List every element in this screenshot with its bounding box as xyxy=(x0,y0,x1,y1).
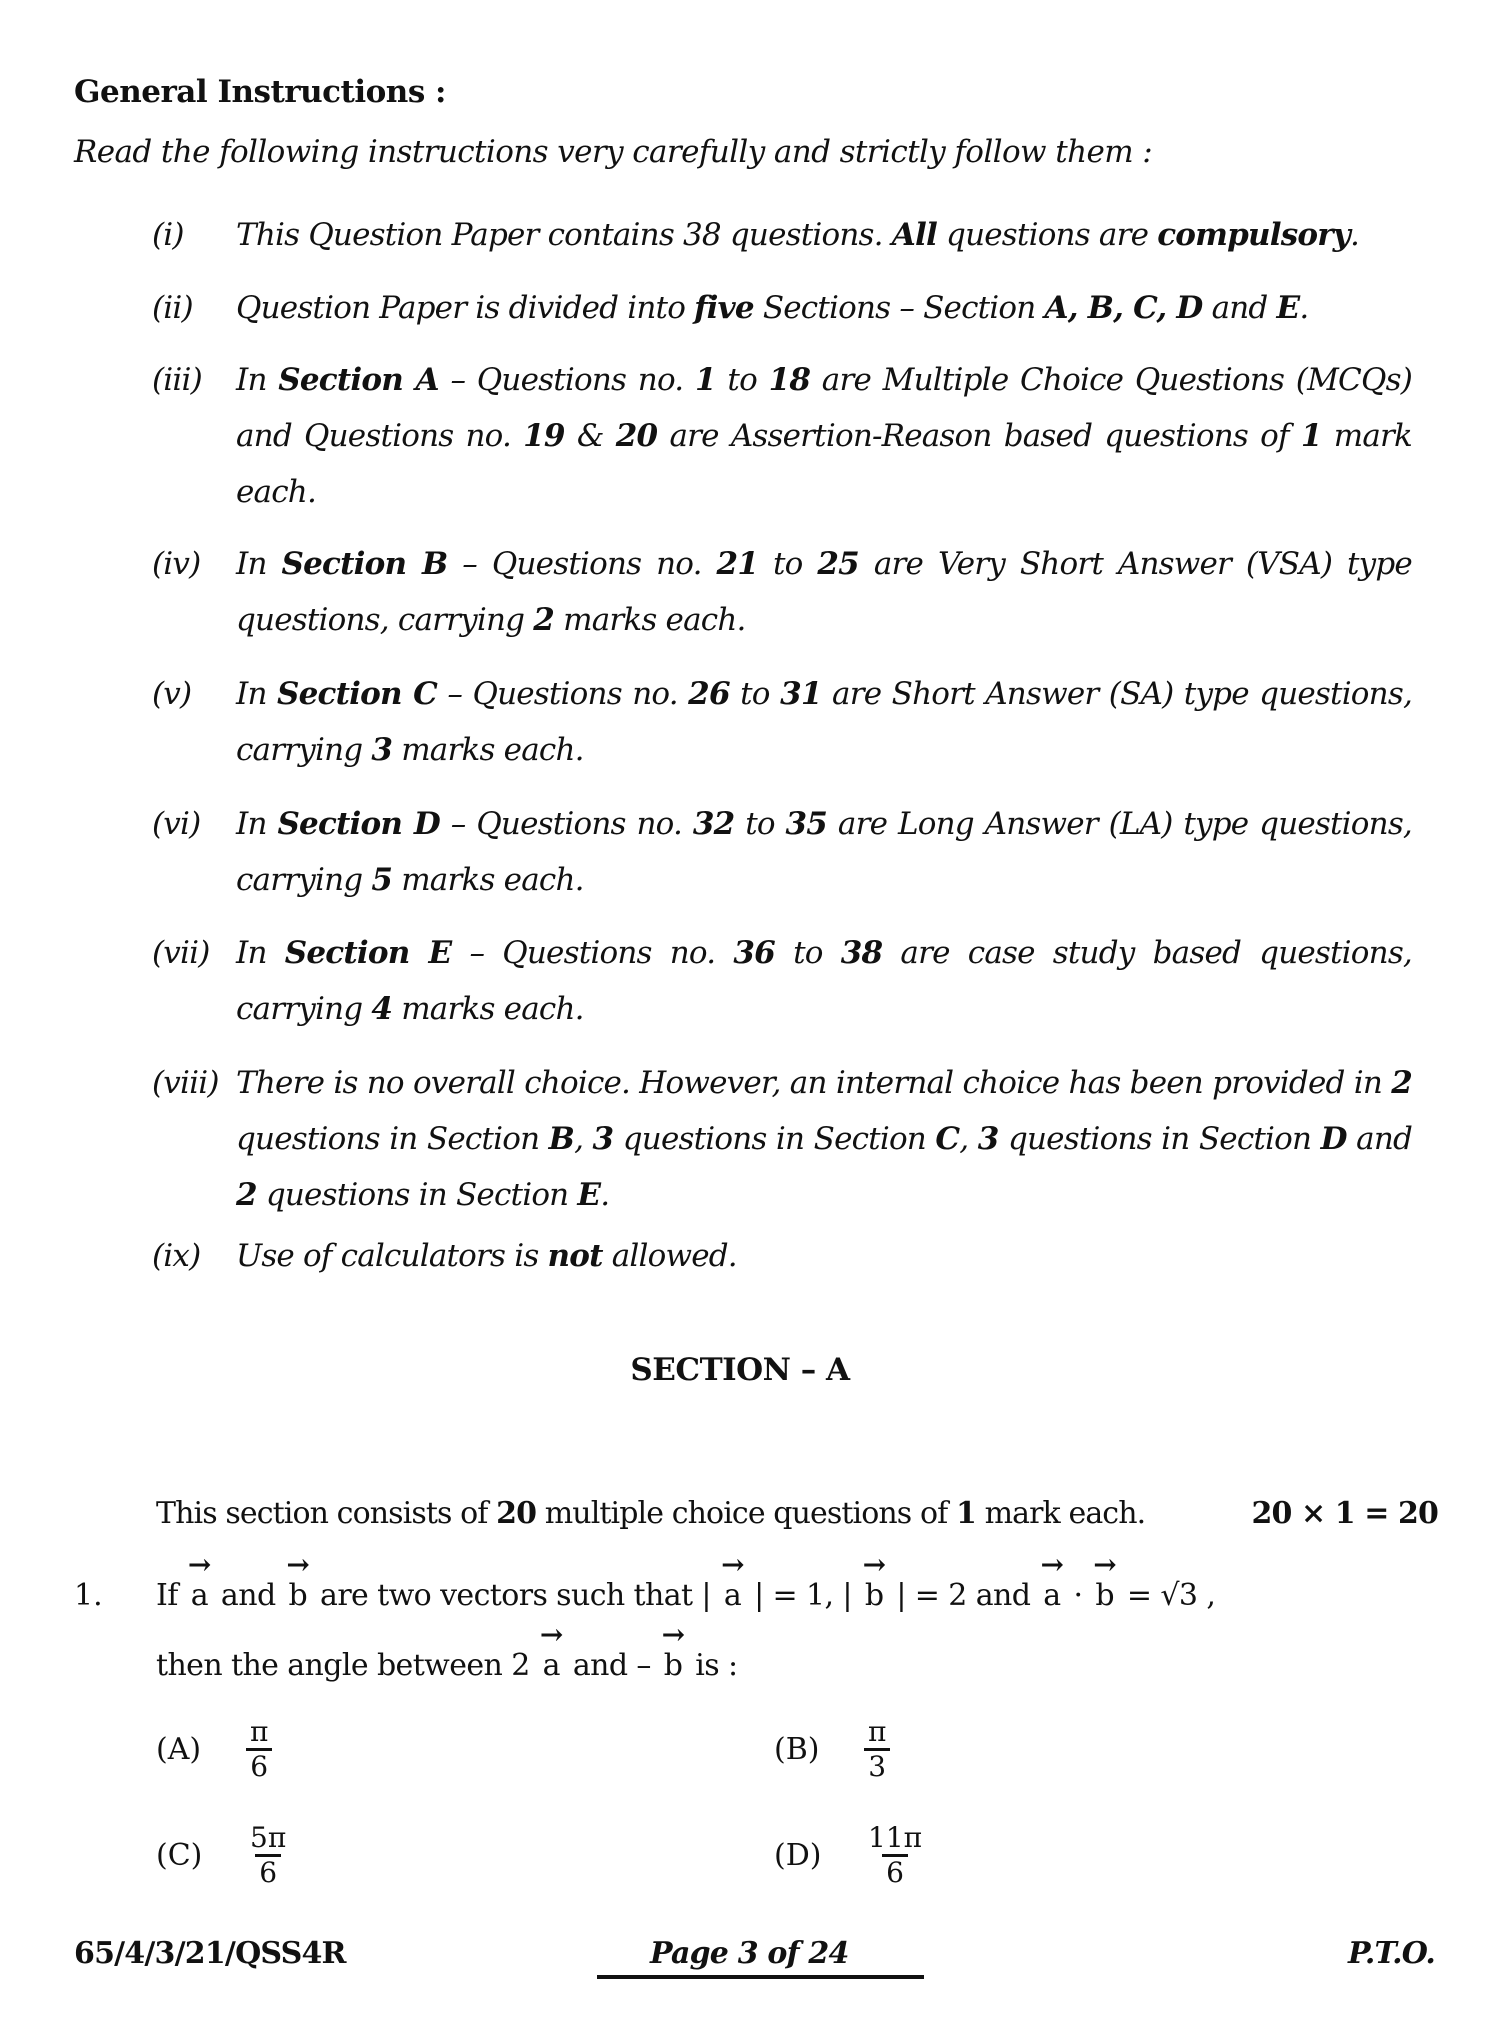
instruction-item xyxy=(152,1055,1412,1223)
emphasis: 35 xyxy=(785,806,828,842)
text: – Questions no. xyxy=(439,806,693,842)
instruction-item xyxy=(152,280,1412,336)
text: marks each. xyxy=(392,862,584,898)
text: In xyxy=(236,546,282,582)
denominator: 6 xyxy=(246,1748,272,1783)
fraction xyxy=(864,1822,926,1889)
instruction-text xyxy=(236,536,1412,648)
fraction xyxy=(864,1716,890,1783)
numerator: 11π xyxy=(868,1821,923,1854)
emphasis: 21 xyxy=(716,546,759,582)
text: questions in Section xyxy=(256,1177,578,1213)
paper-code: 65/4/3/21/QSS4R xyxy=(74,1936,346,1971)
instruction-item xyxy=(152,925,1412,1037)
intro-text: multiple choice questions of xyxy=(536,1496,956,1531)
instruction-number: (iv) xyxy=(152,546,201,582)
q-text: | = 1, | xyxy=(745,1578,861,1613)
text: . xyxy=(1299,290,1309,326)
emphasis: C xyxy=(935,1121,960,1157)
page-number: Page 3 of 24 xyxy=(650,1936,849,1971)
emphasis: 25 xyxy=(817,546,859,582)
text: Question Paper is divided into xyxy=(236,290,695,326)
emphasis: 38 xyxy=(840,935,883,971)
text: – Questions no. xyxy=(436,676,689,712)
text: questions are xyxy=(937,217,1158,253)
text: There is no overall choice. However, an internal choice has been provided in xyxy=(236,1065,1392,1101)
intro-text: This section consists of xyxy=(156,1496,497,1531)
text: are case study based questions, carrying xyxy=(236,935,1412,1027)
text: questions in Section xyxy=(998,1121,1321,1157)
intro-mark: 1 xyxy=(955,1496,976,1531)
emphasis: B xyxy=(548,1121,575,1157)
emphasis: 36 xyxy=(733,935,775,971)
emphasis: Section E xyxy=(284,935,452,971)
instruction-text xyxy=(236,280,1412,336)
emphasis: D xyxy=(1320,1121,1347,1157)
instruction-number: (v) xyxy=(152,676,192,712)
emphasis: Section B xyxy=(281,546,448,582)
text: – Questions no. xyxy=(438,362,695,398)
intro-text: mark each. xyxy=(975,1496,1146,1531)
q-text: and xyxy=(212,1578,285,1613)
q-text: is : xyxy=(686,1648,738,1683)
text: are Assertion-Reason based questions of xyxy=(657,418,1301,454)
vector-a: → a xyxy=(720,1578,745,1613)
vector-b: → b xyxy=(1091,1578,1118,1613)
question-line-1 xyxy=(156,1578,1215,1613)
emphasis: 19 xyxy=(523,418,565,454)
text: to xyxy=(734,806,786,842)
text: to xyxy=(715,362,769,398)
emphasis: Section A xyxy=(278,362,439,398)
emphasis: 2 xyxy=(236,1177,257,1213)
option-d xyxy=(774,1822,926,1889)
fraction xyxy=(246,1822,290,1889)
emphasis: 20 xyxy=(615,418,658,454)
emphasis: 3 xyxy=(977,1121,999,1157)
text: questions in Section xyxy=(613,1121,936,1157)
instruction-item xyxy=(152,207,1412,263)
text: In xyxy=(236,362,279,398)
option-label: (C) xyxy=(156,1838,203,1873)
numerator: 5π xyxy=(250,1821,287,1854)
instruction-text xyxy=(236,666,1412,778)
text: questions in Section xyxy=(236,1121,549,1157)
question-line-2 xyxy=(156,1648,738,1683)
text: , xyxy=(959,1121,978,1157)
text: and xyxy=(1202,290,1277,326)
instruction-number: (i) xyxy=(152,217,184,253)
q-text: | = 2 and xyxy=(887,1578,1040,1613)
text: , xyxy=(574,1121,593,1157)
emphasis: 1 xyxy=(1300,418,1322,454)
text: . xyxy=(600,1177,610,1213)
emphasis: All xyxy=(891,217,937,253)
emphasis: 1 xyxy=(694,362,716,398)
text: marks each. xyxy=(392,991,584,1027)
instruction-number: (viii) xyxy=(152,1065,219,1101)
instruction-item xyxy=(152,352,1412,520)
emphasis: Section C xyxy=(277,676,437,712)
numerator: π xyxy=(868,1715,887,1748)
q-text: then the angle between 2 xyxy=(156,1648,539,1683)
text: are Short Answer (SA) type questions, carrying xyxy=(236,676,1412,768)
emphasis: 2 xyxy=(1391,1065,1412,1101)
instruction-text xyxy=(236,352,1412,520)
text: Sections – Section xyxy=(753,290,1045,326)
vector-a: → a xyxy=(187,1578,212,1613)
instruction-number: (ii) xyxy=(152,290,193,326)
text: are Multiple Choice Questions (MCQs) and Questions no. xyxy=(236,362,1412,454)
denominator: 6 xyxy=(882,1854,908,1889)
emphasis: E xyxy=(1276,290,1300,326)
question-number: 1. xyxy=(74,1578,103,1613)
text: marks each. xyxy=(392,732,584,768)
option-label: (A) xyxy=(156,1732,202,1767)
instruction-text xyxy=(236,796,1412,908)
q-text: and – xyxy=(563,1648,660,1683)
vector-a: → a xyxy=(1039,1578,1064,1613)
text: to xyxy=(729,676,781,712)
instruction-number: (vi) xyxy=(152,806,201,842)
section-title: SECTION – A xyxy=(630,1352,850,1388)
fraction xyxy=(246,1716,272,1783)
instruction-text xyxy=(236,1228,1412,1284)
denominator: 3 xyxy=(864,1748,890,1783)
emphasis: Section D xyxy=(277,806,440,842)
instruction-number: (iii) xyxy=(152,362,202,398)
vector-b: → b xyxy=(861,1578,888,1613)
section-intro xyxy=(156,1496,1438,1531)
vector-a: → a xyxy=(539,1648,564,1683)
emphasis: A, B, C, D xyxy=(1044,290,1203,326)
text: to xyxy=(774,935,841,971)
text: Use of calculators is xyxy=(236,1238,548,1274)
option-label: (D) xyxy=(774,1838,822,1873)
text: are Very Short Answer (VSA) type questions, carrying xyxy=(236,546,1412,638)
instruction-item xyxy=(152,1228,1412,1284)
emphasis: five xyxy=(694,290,754,326)
option-a xyxy=(156,1716,272,1783)
text: This Question Paper contains 38 questions. xyxy=(236,217,892,253)
vector-b: → b xyxy=(660,1648,687,1683)
text: allowed. xyxy=(602,1238,737,1274)
denominator: 6 xyxy=(255,1854,281,1889)
instruction-text xyxy=(236,207,1412,263)
emphasis: 2 xyxy=(533,602,555,638)
page-subheading: Read the following instructions very carefully and strictly follow them : xyxy=(74,134,1153,170)
text: – Questions no. xyxy=(447,546,717,582)
q-text: = √3 , xyxy=(1117,1578,1216,1613)
q-text: If xyxy=(156,1578,187,1613)
pto-label: P.T.O. xyxy=(1348,1936,1435,1971)
page-number-underline xyxy=(597,1975,924,1979)
text: & xyxy=(564,418,616,454)
numerator: π xyxy=(250,1715,269,1748)
emphasis: compulsory xyxy=(1157,217,1351,253)
instruction-item xyxy=(152,796,1412,908)
emphasis: 4 xyxy=(371,991,393,1027)
text: In xyxy=(236,806,278,842)
text: In xyxy=(236,935,285,971)
emphasis: 32 xyxy=(692,806,735,842)
text: In xyxy=(236,676,278,712)
emphasis: 3 xyxy=(371,732,393,768)
text: – Questions no. xyxy=(451,935,734,971)
page-heading: General Instructions : xyxy=(74,74,447,110)
instruction-number: (vii) xyxy=(152,935,210,971)
text: and xyxy=(1346,1121,1413,1157)
text: marks each. xyxy=(554,602,746,638)
emphasis: E xyxy=(577,1177,601,1213)
text: mark each. xyxy=(236,418,1413,510)
emphasis: 31 xyxy=(780,676,822,712)
instruction-item xyxy=(152,536,1412,648)
option-label: (B) xyxy=(774,1732,820,1767)
marks-formula: 20 × 1 = 20 xyxy=(1251,1496,1438,1531)
instruction-number: (ix) xyxy=(152,1238,201,1274)
emphasis: not xyxy=(547,1238,603,1274)
vector-b: → b xyxy=(284,1578,311,1613)
instruction-item xyxy=(152,666,1412,778)
q-text: are two vectors such that | xyxy=(311,1578,720,1613)
intro-count: 20 xyxy=(496,1496,537,1531)
instruction-text xyxy=(236,925,1412,1037)
text: to xyxy=(758,546,818,582)
q-text: · xyxy=(1064,1578,1092,1613)
option-b xyxy=(774,1716,890,1783)
emphasis: 3 xyxy=(592,1121,614,1157)
emphasis: 26 xyxy=(688,676,730,712)
emphasis: 18 xyxy=(768,362,811,398)
text: are Long Answer (LA) type questions, carrying xyxy=(236,806,1412,898)
option-c xyxy=(156,1822,290,1889)
instruction-text xyxy=(236,1055,1412,1223)
emphasis: 5 xyxy=(371,862,393,898)
text: . xyxy=(1350,217,1360,253)
